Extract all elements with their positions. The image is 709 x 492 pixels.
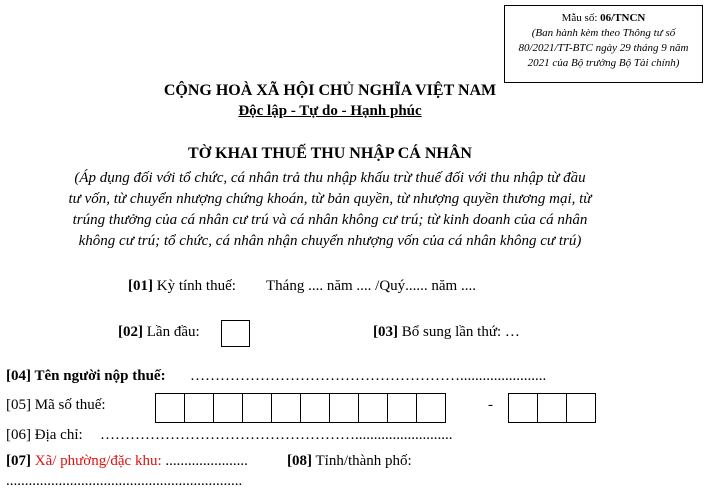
- subtitle-line: trúng thưởng của cá nhân cư trú và cá nhân không cư trú; từ kinh doanh của cá nhân: [72, 212, 588, 228]
- address-input[interactable]: ……………………………………………..........................: [100, 427, 453, 443]
- page-subtitle: [0, 168, 660, 252]
- tax-code-cell[interactable]: [155, 393, 185, 423]
- tax-code-cell[interactable]: [271, 393, 301, 423]
- f02-label: Lần đầu:: [146, 324, 200, 340]
- nation-heading: CỘNG HOÀ XÃ HỘI CHỦ NGHĨA VIỆT NAM: [163, 82, 497, 99]
- f06-code: [06]: [6, 427, 31, 443]
- tax-code-cell[interactable]: [358, 393, 388, 423]
- f01-code: [01]: [128, 278, 153, 294]
- motto: [0, 103, 660, 120]
- f08-label: Tỉnh/thành phố:: [315, 453, 412, 469]
- subtitle-line: (Áp dụng đối với tổ chức, cá nhân trả thu nhập khấu trừ thuế đối với thu nhập từ đầu: [74, 170, 586, 186]
- tax-code-separator: -: [488, 397, 493, 413]
- f05-code: [05]: [6, 397, 31, 413]
- tax-code-cell[interactable]: [242, 393, 272, 423]
- tax-code-cell[interactable]: [300, 393, 330, 423]
- tax-code-cell[interactable]: [213, 393, 243, 423]
- issued-line-3: 2021 của Bộ trưởng Bộ Tài chính): [527, 57, 680, 69]
- form-code-line: [505, 11, 702, 26]
- tax-code-cell[interactable]: [184, 393, 214, 423]
- tax-code-branch-cells: [508, 393, 595, 423]
- form-code-box: [504, 5, 703, 83]
- province-input[interactable]: ...............................................................: [6, 473, 243, 489]
- f08-code: [08]: [287, 453, 312, 469]
- subtitle-line: tư vốn, từ chuyển nhượng chứng khoán, từ bản quyền, từ nhượng quyền thương mại, từ: [68, 191, 592, 207]
- taxpayer-name-field: [6, 368, 166, 385]
- f02-code: [02]: [118, 324, 143, 340]
- tax-code-branch-cell[interactable]: [537, 393, 567, 423]
- tax-code-cell[interactable]: [387, 393, 417, 423]
- first-time-field: [118, 324, 200, 341]
- issued-line-2: 80/2021/TT-BTC ngày 29 tháng 9 năm: [518, 42, 689, 54]
- tax-code-branch-cell[interactable]: [508, 393, 538, 423]
- issued-line-1: (Ban hành kèm theo Thông tư số: [531, 27, 676, 39]
- tax-code-field: [6, 397, 106, 414]
- f03-code: [03]: [373, 324, 398, 340]
- first-time-checkbox[interactable]: [221, 320, 250, 347]
- f07-label: Xã/ phường/đặc khu:: [34, 453, 162, 469]
- form-code-label: Mẫu số:: [561, 12, 598, 24]
- tax-period-input[interactable]: Tháng .... năm .... /Quý...... năm ....: [266, 278, 476, 294]
- supplement-field[interactable]: [373, 324, 520, 341]
- f04-label: [04] Tên người nộp thuế:: [6, 368, 166, 384]
- tax-code-cell[interactable]: [416, 393, 446, 423]
- f06-label: Địa chỉ:: [34, 427, 83, 443]
- address-field: [6, 427, 83, 444]
- tax-code-branch-cell[interactable]: [566, 393, 596, 423]
- tax-period-field: [128, 278, 236, 295]
- ward-field: [6, 453, 248, 470]
- f05-label: Mã số thuế:: [34, 397, 106, 413]
- ward-input[interactable]: ......................: [165, 453, 248, 469]
- f01-label: Kỳ tính thuế:: [156, 278, 236, 294]
- f07-code: [07]: [6, 453, 31, 469]
- tax-code-cells: [155, 393, 445, 423]
- form-code: 06/TNCN: [600, 12, 646, 24]
- tax-code-cell[interactable]: [329, 393, 359, 423]
- taxpayer-name-input[interactable]: ……………………………………………….......................: [190, 368, 547, 384]
- subtitle-line: không cư trú; tổ chức, cá nhân nhận chuyển nhượng vốn của cá nhân không cư trú): [78, 233, 582, 249]
- motto-text: Độc lập - Tự do - Hạnh phúc: [238, 103, 422, 119]
- page-title: TỜ KHAI THUẾ THU NHẬP CÁ NHÂN: [188, 145, 472, 162]
- province-field: [287, 453, 412, 470]
- f03-label: Bổ sung lần thứ: …: [401, 324, 520, 340]
